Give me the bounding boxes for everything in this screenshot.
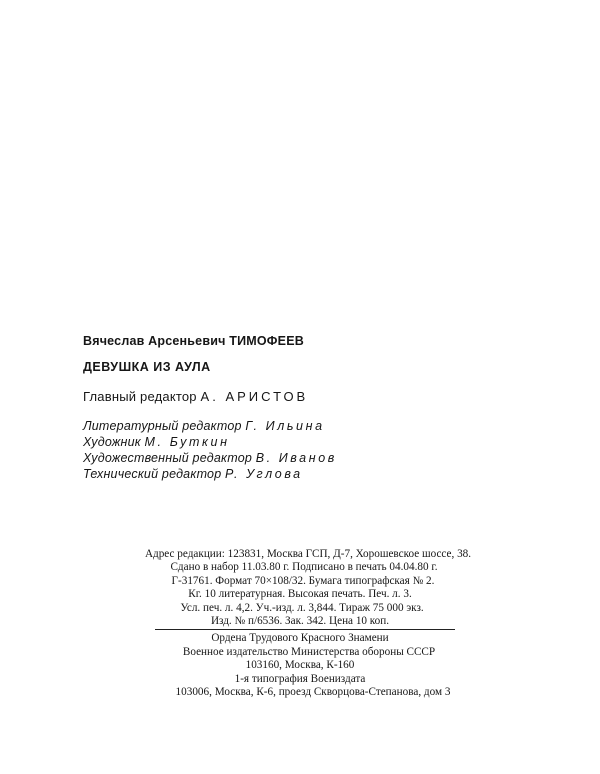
imprint-block <box>0 548 600 699</box>
print-dates: Сдано в набор 11.03.80 г. Подписано в печать 04.04.80 г. <box>170 561 438 574</box>
staff-role: Художественный редактор <box>83 451 252 465</box>
staff-list <box>83 418 513 482</box>
author-line <box>83 333 513 349</box>
chief-editor-role: Главный редактор <box>83 389 197 404</box>
staff-line-literary-editor <box>83 418 513 434</box>
staff-name: М. Буткин <box>144 435 230 449</box>
printing-house: 1-я типография Воениздата <box>234 672 366 685</box>
chief-editor-name: А. АРИСТОВ <box>200 389 309 404</box>
staff-role: Художник <box>83 435 141 449</box>
credits-block <box>83 333 513 482</box>
staff-line-art-editor <box>83 450 513 466</box>
format-line: Г-31761. Формат 70×108/32. Бумага типографская № 2. <box>171 574 435 587</box>
staff-role: Литературный редактор <box>83 419 242 433</box>
conditional-sheets-line: Усл. печ. л. 4,2. Уч.-изд. л. 3,844. Тираж 75 000 экз. <box>180 601 424 614</box>
staff-name: Г. Ильина <box>245 419 325 433</box>
publisher-address: 103160, Москва, К-160 <box>245 659 355 672</box>
editorial-address: Адрес редакции: 123831, Москва ГСП, Д-7, Хорошевское шоссе, 38. <box>144 548 472 560</box>
staff-role: Технический редактор <box>83 467 222 481</box>
book-title: ДЕВУШКА ИЗ АУЛА <box>83 360 211 374</box>
imprint-divider <box>155 629 455 630</box>
printing-house-address: 103006, Москва, К-6, проезд Скворцова-Степанова, дом 3 <box>175 685 451 698</box>
paper-line: Кг. 10 литературная. Высокая печать. Печ. л. 3. <box>188 588 412 601</box>
staff-name: В. Иванов <box>255 451 337 465</box>
publisher-order-name: Ордена Трудового Красного Знамени <box>211 632 389 645</box>
staff-line-technical-editor <box>83 466 513 482</box>
order-line: Изд. № п/6536. Зак. 342. Цена 10 коп. <box>210 614 390 627</box>
staff-line-artist <box>83 434 513 450</box>
chief-editor-line <box>83 389 513 405</box>
author-name: Вячеслав Арсеньевич <box>83 334 226 348</box>
publisher-name: Военное издательство Министерства обороны СССР <box>182 645 436 658</box>
staff-name: Р. Углова <box>225 467 303 481</box>
author-surname: ТИМОФЕЕВ <box>229 334 304 348</box>
